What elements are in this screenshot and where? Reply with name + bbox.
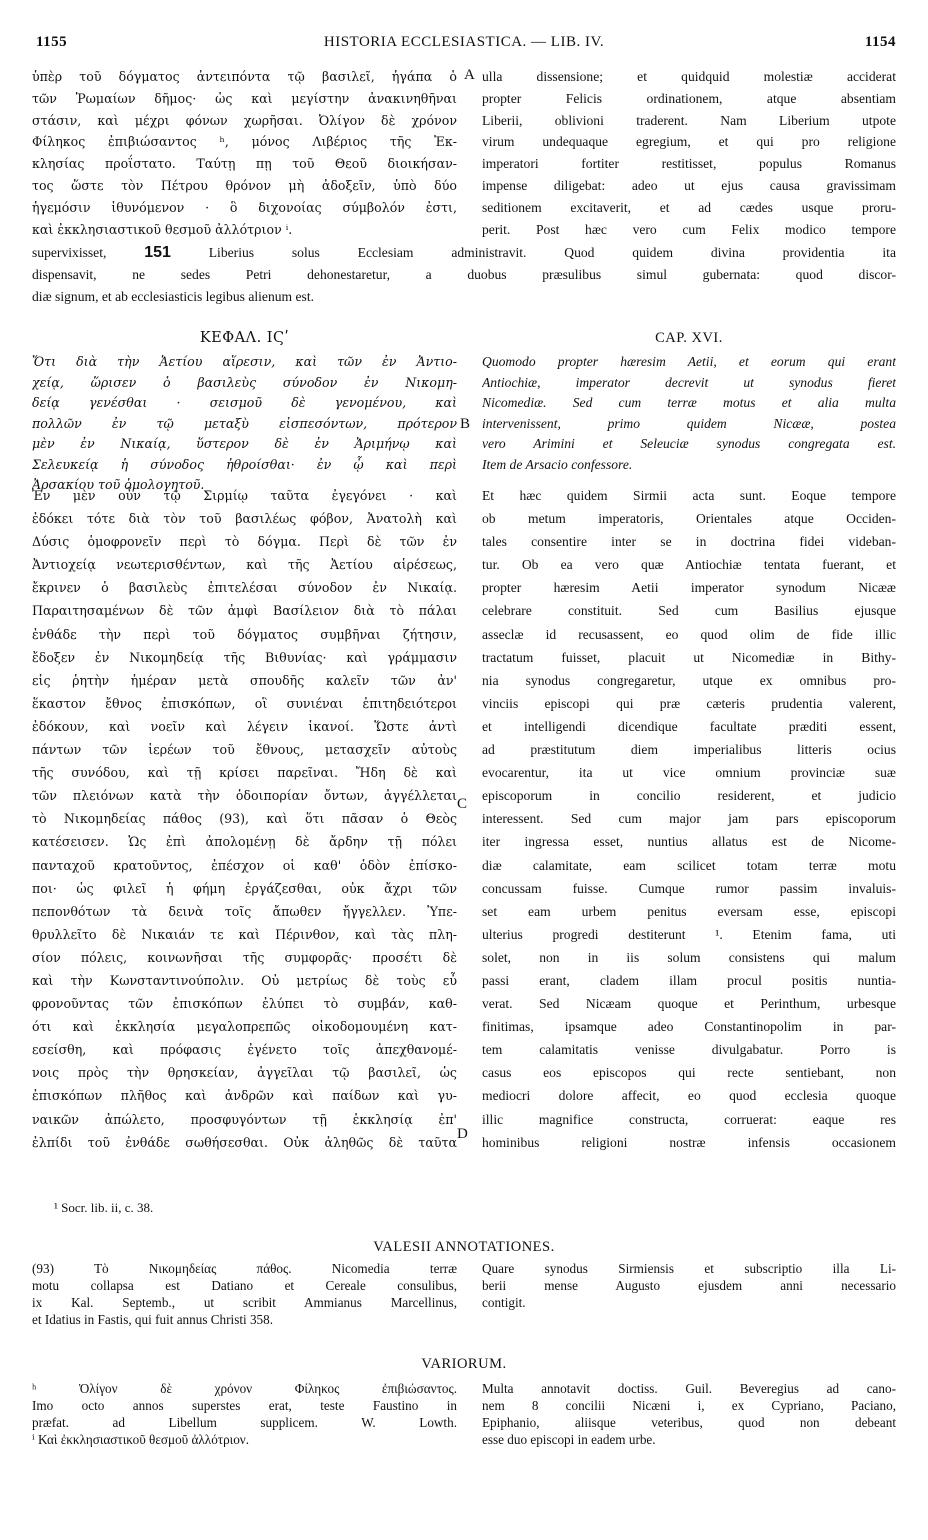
text-line: nem 8 concilii Nicæni i, ex Cypriano, Paciano, [482, 1398, 896, 1413]
text-line: Quomodo propter hæresim Aetii, et eorum qui erant [482, 354, 896, 369]
page [32, 34, 896, 1534]
greek-chapter-summary [32, 352, 457, 496]
greek-body-column [32, 484, 457, 1154]
text-line: solet, non in iis solum consistens qui malum [482, 949, 896, 965]
text-line: asseclæ id recusassent, eo quod olim de fide illic [482, 626, 896, 642]
text-line: εσείσθη, καὶ πρόφασις ἐγένετο τοῖς ἀπεχθανομέ- [32, 1042, 457, 1058]
text-line: τος ὥστε τὸν Πέτρου θρόνον μὴ ἀδοξεῖν, ὑπὸ δύο [32, 177, 457, 193]
text-line: diæ calamitate, eam scilicet totam terræ motu [482, 857, 896, 873]
running-title: HISTORIA ECCLESIASTICA. — LIB. IV. [323, 34, 605, 50]
text-line: τὸ Νικομηδείας πάθος (93), καὶ ὅτι πᾶσαν ὁ Θεὸς [32, 811, 457, 827]
text-line: δείᾳ γενέσθαι · σεισμοῦ δὲ γενομένου, καὶ [32, 395, 457, 410]
text-line: Ἐν μὲν οὖν τῷ Σιρμίῳ ταῦτα ἐγεγόνει · καὶ [32, 488, 457, 503]
text-line: ulterius progredi destiterunt ¹. Etenim fama, uti [482, 926, 896, 942]
text-line: perit. Post hæc vero cum Felix modico tempore [482, 221, 896, 237]
text-line: φρονοῦντας τῶν ἐπισκόπων ἐλύπει τὸ συμβάν, καθ- [32, 996, 457, 1012]
text-line: ότι καὶ ἐκκλησία μεγαλοπρεπῶς οἰκοδομουμένη κατ- [32, 1019, 457, 1035]
text-line: Imo octo annos superstes erat, teste Faustino in [32, 1398, 457, 1413]
text-line: Παραιτησαμένων δὲ τῶν ἀμφὶ Βασίλειον διὰ τὸ πάλαι [32, 603, 457, 619]
text-line: mediocri dolore affecit, eo quod ecclesia quoque [482, 1088, 896, 1104]
text-line: intervenissent, primo quidem Nicææ, postea [482, 415, 896, 431]
text-line: καὶ τὴν Κωνσταντινούπολιν. Οὐ μετρίως δὲ τοὺς εὖ [32, 972, 457, 988]
text-line: ulla dissensione; et quidquid molestiæ acciderat [482, 69, 896, 84]
text-line: motu collapsa est Datiano et Cereale consulibus, [32, 1278, 457, 1293]
margin-marker-c: C [457, 796, 468, 812]
top-latin-column [482, 66, 896, 240]
text-line: impense diligebat: adeo ut ejus causa gravissimam [482, 177, 896, 193]
text-line: ποι· ὡς φιλεῖ ἡ φήμη ἐργάζεσθαι, οὐκ ἄχρι τῶν [32, 880, 457, 896]
text-line: ὑπὲρ τοῦ δόγματος ἀντειπόντα τῷ βασιλεῖ, ἠγάπα ὁ [32, 69, 457, 84]
text-line: ad præstitutum diem imperialibus litteris ocius [482, 742, 896, 758]
text-line: vinciis episcopi qui præ cæteris prudentia valerent, [482, 695, 896, 711]
footnote: ¹ Socr. lib. ii, c. 38. [54, 1200, 154, 1215]
valesii-heading: VALESII ANNOTATIONES. [373, 1239, 555, 1255]
text-line: Antiochiæ, imperator decrevit ut synodus fieret [482, 374, 896, 390]
text-line: tales consentire inter se in doctrina fidei videban- [482, 534, 896, 550]
text-line: Et hæc quidem Sirmii acta sunt. Eoque tempore [482, 488, 896, 503]
text-line: vero Arimini et Seleuciæ synodus congregata est. [482, 436, 896, 451]
text-line: interessent. Sed cum major jam pars episcoporum [482, 811, 896, 827]
text-line: εἰς ῥητὴν ἡμέραν μετὰ σπουδῆς καλεῖν τῶν ἀν' [32, 672, 457, 688]
text-line: ἐδόκει τότε διὰ τὸν τοῦ βασιλέως φόβον, Ἀνατολὴ καὶ [32, 511, 457, 527]
text-line: et Idatius in Fastis, qui fuit annus Christi 358. [32, 1312, 274, 1327]
full-line: supervixisset, 151 Liberius solus Ecclesiam administravit. Quod quidem divina providentia ita [32, 244, 896, 261]
text-line: set eam urbem penitus eversam esse, episcopi [482, 903, 896, 919]
text-line: ἐδόκουν, καὶ νοεῖν καὶ λέγειν ἱκανοί. Ὥστε ἀντὶ [32, 718, 457, 734]
text-line: πολλῶν ἐν τῷ μεταξὺ εἰσπεσόντων, πρότερον [32, 415, 457, 431]
text-line: χείᾳ, ὥρισεν ὁ βασιλεὺς σύνοδον ἐν Νικομη- [32, 374, 457, 390]
text-line: imperatori fortiter restitisset, populus Romanus [482, 156, 896, 172]
margin-marker-d: D [457, 1126, 468, 1142]
text-line: ἡγεμόσιν ἰθυνόμενον · ὃ διχονοίας σύμβολόν ἐστι, [32, 199, 457, 215]
text-line: ob metum imperatoris, Orientales atque Occiden- [482, 511, 896, 527]
variorum-right-column [482, 1380, 896, 1448]
text-line: μὲν ἐν Νικαίᾳ, ὕστερον δὲ ἐν Ἀριμήνῳ καὶ [32, 436, 457, 451]
text-line: finitimas, ipsamque adeo Constantinopolim in par- [482, 1019, 896, 1035]
text-line: κλησίας προΐστατο. Ταύτῃ πῃ τοῦ Θεοῦ διοικήσαν- [32, 156, 457, 172]
text-line: Ἀντιοχείᾳ νεωτερισθέντων, καὶ τῆς Ἀετίου αἱρέσεως, [32, 557, 457, 573]
text-line: ἐνθάδε τὴν περὶ τοῦ δόγματος συμβῆναι ζήτησιν, [32, 626, 457, 642]
text-line: episcoporum in concilio residerent, et judicio [482, 788, 896, 804]
text-line: hominibus religioni nostræ infensis occasionem [482, 1134, 896, 1150]
text-line: στάσιν, καὶ μέχρι φόνων χωρῆσαι. Ὀλίγον δὲ χρόνον [32, 112, 457, 128]
text-line: tractatum fuisset, placuit ut Nicomediæ in Bithy- [482, 649, 896, 665]
text-line: θρυλλεῖτο δὲ Νικαιάν τε καὶ Πέρινθον, καὶ τὰς πλη- [32, 926, 457, 942]
text-line: Φίληκος ἐπιβιώσαντος ʰ, μόνος Λιβέριος τῆς Ἐκ- [32, 134, 457, 150]
text-line: τῆς συνόδου, καὶ τῇ κρίσει παρεῖναι. Ἤδη δὲ καὶ [32, 765, 457, 781]
running-head [32, 34, 896, 56]
text-line: Ὅτι διὰ τὴν Ἀετίου αἵρεσιν, καὶ τῶν ἐν Ἀντιο- [32, 354, 457, 369]
text-line: iter ingressa esset, nuntius allatus est de Nicome- [482, 834, 896, 850]
text-line: evocarentur, ita ut vice omnium provinciæ suæ [482, 765, 896, 781]
text-line: ʰ Ὀλίγον δὲ χρόνον Φίληκος ἐπιβιώσαντος. [32, 1381, 457, 1396]
text-line: Epiphanio, aliisque veteribus, quod non debeant [482, 1415, 896, 1430]
text-line: nia synodus congregaretur, utque ex omnibus pro- [482, 672, 896, 688]
text-line: tur. Ob ea vero quæ Antiochiæ tentata fuerant, et [482, 557, 896, 573]
text-line: Quare synodus Sirmiensis et subscriptio illa Li- [482, 1261, 896, 1276]
text-line: ἔκρινεν ὁ βασιλεὺς ἐπιτελέσαι σύνοδον ἐν Νικαίᾳ. [32, 580, 457, 596]
text-line: ἐλπίδι τοῦ ἐνθάδε σωθήσεσθαι. Οὐκ ἀληθῶς δὲ ταῦτα [32, 1134, 457, 1150]
text-line: ἕκαστον ἔθνος ἐπισκόπων, οἳ συνιέναι ἐπιτηδειότεροι [32, 695, 457, 711]
text-line: Ἀρσακίου τοῦ ὁμολογητοῦ. [32, 477, 205, 492]
text-line: ⁱ Καὶ ἐκκλησιαστικοῦ θεσμοῦ ἀλλότριον. [32, 1432, 250, 1447]
text-line: Nicomediæ. Sed cum terræ motus et alia multa [482, 395, 896, 410]
text-line: illic magnifice constructa, corruerat: eaque res [482, 1111, 896, 1127]
text-line: (93) Τὸ Νικομηδείας πάθος. Nicomedia terræ [32, 1261, 457, 1276]
text-line: Liberii, oblivioni traderent. Nam Liberium utpote [482, 112, 896, 128]
page-number-left: 1155 [36, 34, 68, 50]
text-line: et intelligendi dicendique facultate præditi essent, [482, 718, 896, 734]
page-number-right: 1154 [864, 34, 896, 50]
text-line: σίον πόλεις, κοινωνῆσαι τῆς συμφορᾶς· προσέτι δὲ [32, 949, 457, 965]
variorum-heading: VARIORUM. [421, 1356, 507, 1372]
text-line: propter Felicis ordinationem, atque absentiam [482, 90, 896, 106]
margin-marker-a: A [464, 67, 475, 83]
text-line: νοις πρὸς τὴν θρησκείαν, ἀγγεῖλαι τῷ βασιλεῖ, ὡς [32, 1065, 457, 1081]
valesii-right-column [482, 1260, 896, 1311]
text-line: πάντων τῶν ἱερέων τοῦ ἔθνους, μετασχεῖν αὐτοὺς [32, 742, 457, 758]
text-line: κατέσεισεν. Ὡς ἐπὶ ἀπολομένῃ δὲ ἄρδην τῇ πόλει [32, 834, 457, 850]
text-line: virum undequaque egregium, et qui pro religione [482, 134, 896, 150]
text-line: esse duo episcopi in eadem urbe. [482, 1432, 656, 1447]
text-line: concussam fuisse. Cumque rumor passim invaluis- [482, 880, 896, 896]
text-line: tem calamitatis venisse divulgabatur. Porro is [482, 1042, 896, 1058]
full-line: diæ signum, et ab ecclesiasticis legibus alienum est. [32, 288, 315, 304]
greek-chapter-heading: ΚΕΦΑΛ. ΙϚʹ [199, 330, 290, 346]
text-line: ix Kal. Septemb., ut scribit Ammianus Marcellinus, [32, 1295, 457, 1310]
text-line: Item de Arsacio confessore. [482, 456, 633, 472]
text-line: πεπονθότων τὰ δεινὰ τοῖς ἄπωθεν ἤγγελλεν. Ὑπε- [32, 903, 457, 919]
text-line: Multa annotavit doctiss. Guil. Beveregius ad cano- [482, 1381, 896, 1396]
text-line: passi erant, cladem illam procul positis nuntia- [482, 972, 896, 988]
column-number: 151 [144, 244, 171, 261]
text-line: ναικῶν ἀπώλετο, προσφυγόντων τῇ ἐκκλησίᾳ ἐπ' [32, 1111, 457, 1127]
latin-chapter-summary [482, 352, 896, 475]
text-line: casus eos episcopos qui recte sentiebant, non [482, 1065, 896, 1081]
latin-chapter-heading: CAP. XVI. [655, 330, 723, 346]
text-line: præfat. ad Libellum supplicem. W. Lowth. [32, 1415, 457, 1430]
variorum-left-column [32, 1380, 457, 1448]
text-line: πανταχοῦ κρατοῦντος, ἐπέσχον οἱ καθ' ὁδὸν ἐπίσκο- [32, 857, 457, 873]
text-line: verat. Sed Nicæam quoque et Perinthum, urbesque [482, 996, 896, 1012]
text-line: contigit. [482, 1295, 526, 1310]
text-line: τῶν πλειόνων κατὰ τὴν ὁδοιπορίαν ὄντων, ἀγγέλλεται [32, 788, 457, 804]
text-line: τῶν Ῥωμαίων δῆμος· ὡς καὶ μεγίστην ἀνακινηθῆναι [32, 90, 457, 106]
text-line: ἔδοξεν ἐν Νικομηδείᾳ τῆς Βιθυνίας· καὶ γράμμασιν [32, 649, 457, 665]
text-line: propter hæresim Aetii imperator synodum Nicææ [482, 580, 896, 596]
full-width-text [32, 242, 896, 307]
text-line: celebrare constituit. Sed cum Basilius ejusque [482, 603, 896, 619]
full-line: dispensavit, ne sedes Petri dehonestaretur, a duobus præsulibus simul gubernata: quod discor- [32, 266, 896, 282]
top-greek-column [32, 66, 457, 240]
latin-body-column [482, 484, 896, 1154]
text-line: Δύσις ὁμοφρονεῖν περὶ τὸ δόγμα. Περὶ δὲ τῶν ἐν [32, 534, 457, 550]
text-line: ἐπισκόπων πλῆθος καὶ ἀνδρῶν καὶ παίδων καὶ γυ- [32, 1088, 457, 1104]
text-line: berii mense Augusto ejusdem anni necessario [482, 1278, 896, 1293]
text-line: seditionem excitaverit, et ad cædes usque proru- [482, 199, 896, 215]
valesii-left-column [32, 1260, 457, 1328]
margin-marker-b: B [460, 416, 471, 432]
text-line: Σελευκείᾳ ἡ σύνοδος ἠθροίσθαι· ἐν ᾧ καὶ περὶ [32, 456, 457, 472]
text-line: καὶ ἐκκλησιαστικοῦ θεσμοῦ ἀλλότριον ⁱ. [32, 221, 293, 237]
